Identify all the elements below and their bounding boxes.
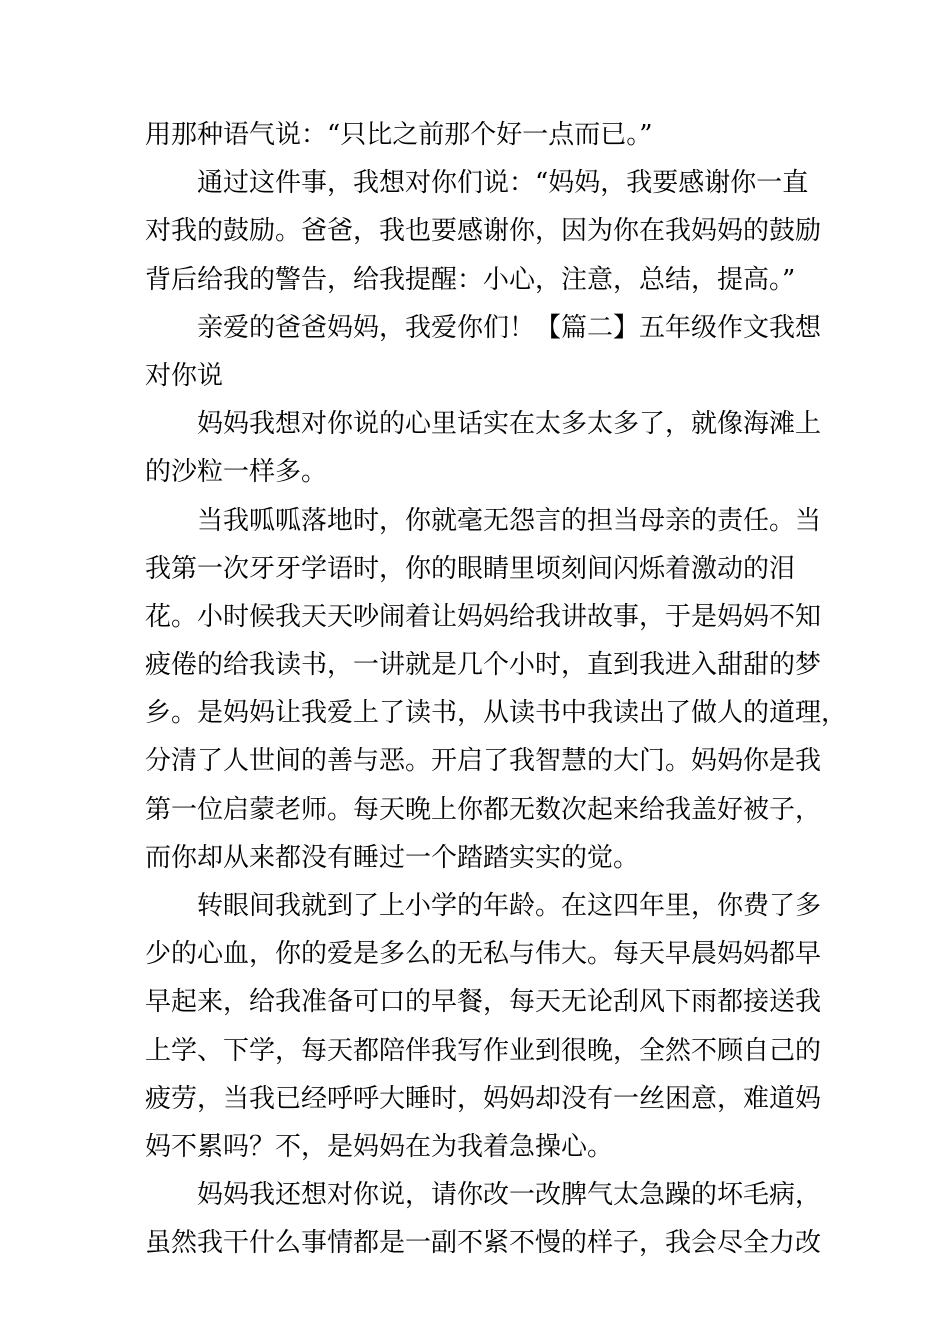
text-line: 上学、下学，每天都陪伴我写作业到很晚，全然不顾自己的 [145,1035,822,1066]
text-line: 第一位启蒙老师。每天晚上你都无数次起来给我盖好被子， [145,794,822,825]
body-text [145,111,848,1268]
text-line: 的沙粒一样多。 [145,457,328,488]
text-line: 背后给我的警告，给我提醒：小心，注意，总结，提高。” [145,264,796,295]
text-line: 妈妈我还想对你说，请你改一改脾气太急躁的坏毛病， [197,1180,822,1211]
text-line: 妈不累吗？不，是妈妈在为我着急操心。 [145,1131,614,1162]
text-line: 对你说 [145,360,224,391]
text-line: 分清了人世间的善与恶。开启了我智慧的大门。妈妈你是我 [145,746,822,777]
text-line: 而你却从来都没有睡过一个踏踏实实的觉。 [145,842,640,873]
text-line: 疲倦的给我读书，一讲就是几个小时，直到我进入甜甜的梦 [145,650,822,681]
text-line: 疲劳，当我已经呼呼大睡时，妈妈却没有一丝困意，难道妈 [145,1083,822,1114]
text-line: 虽然我干什么事情都是一副不紧不慢的样子，我会尽全力改 [145,1228,822,1259]
text-line: 亲爱的爸爸妈妈，我爱你们！【篇二】五年级作文我想 [197,312,822,343]
text-line: 少的心血，你的爱是多么的无私与伟大。每天早晨妈妈都早 [145,939,822,970]
text-line: 妈妈我想对你说的心里话实在太多太多了，就像海滩上 [197,409,822,440]
text-line: 当我呱呱落地时，你就毫无怨言的担当母亲的责任。当 [197,505,822,536]
text-line: 用那种语气说：“只比之前那个好一点而已。” [145,120,653,150]
text-line: 乡。是妈妈让我爱上了读书，从读书中我读出了做人的道理， [145,698,848,729]
text-line: 早起来，给我准备可口的早餐，每天无论刮风下雨都接送我 [145,987,822,1018]
text-line: 通过这件事，我想对你们说：“妈妈，我要感谢你一直 [197,168,809,199]
text-line: 花。小时候我天天吵闹着让妈妈给我讲故事，于是妈妈不知 [145,601,822,632]
text-line: 我第一次牙牙学语时，你的眼睛里顷刻间闪烁着激动的泪 [145,553,796,584]
text-line: 转眼间我就到了上小学的年龄。在这四年里，你费了多 [197,891,822,921]
text-line: 对我的鼓励。爸爸，我也要感谢你，因为你在我妈妈的鼓励 [145,216,822,247]
